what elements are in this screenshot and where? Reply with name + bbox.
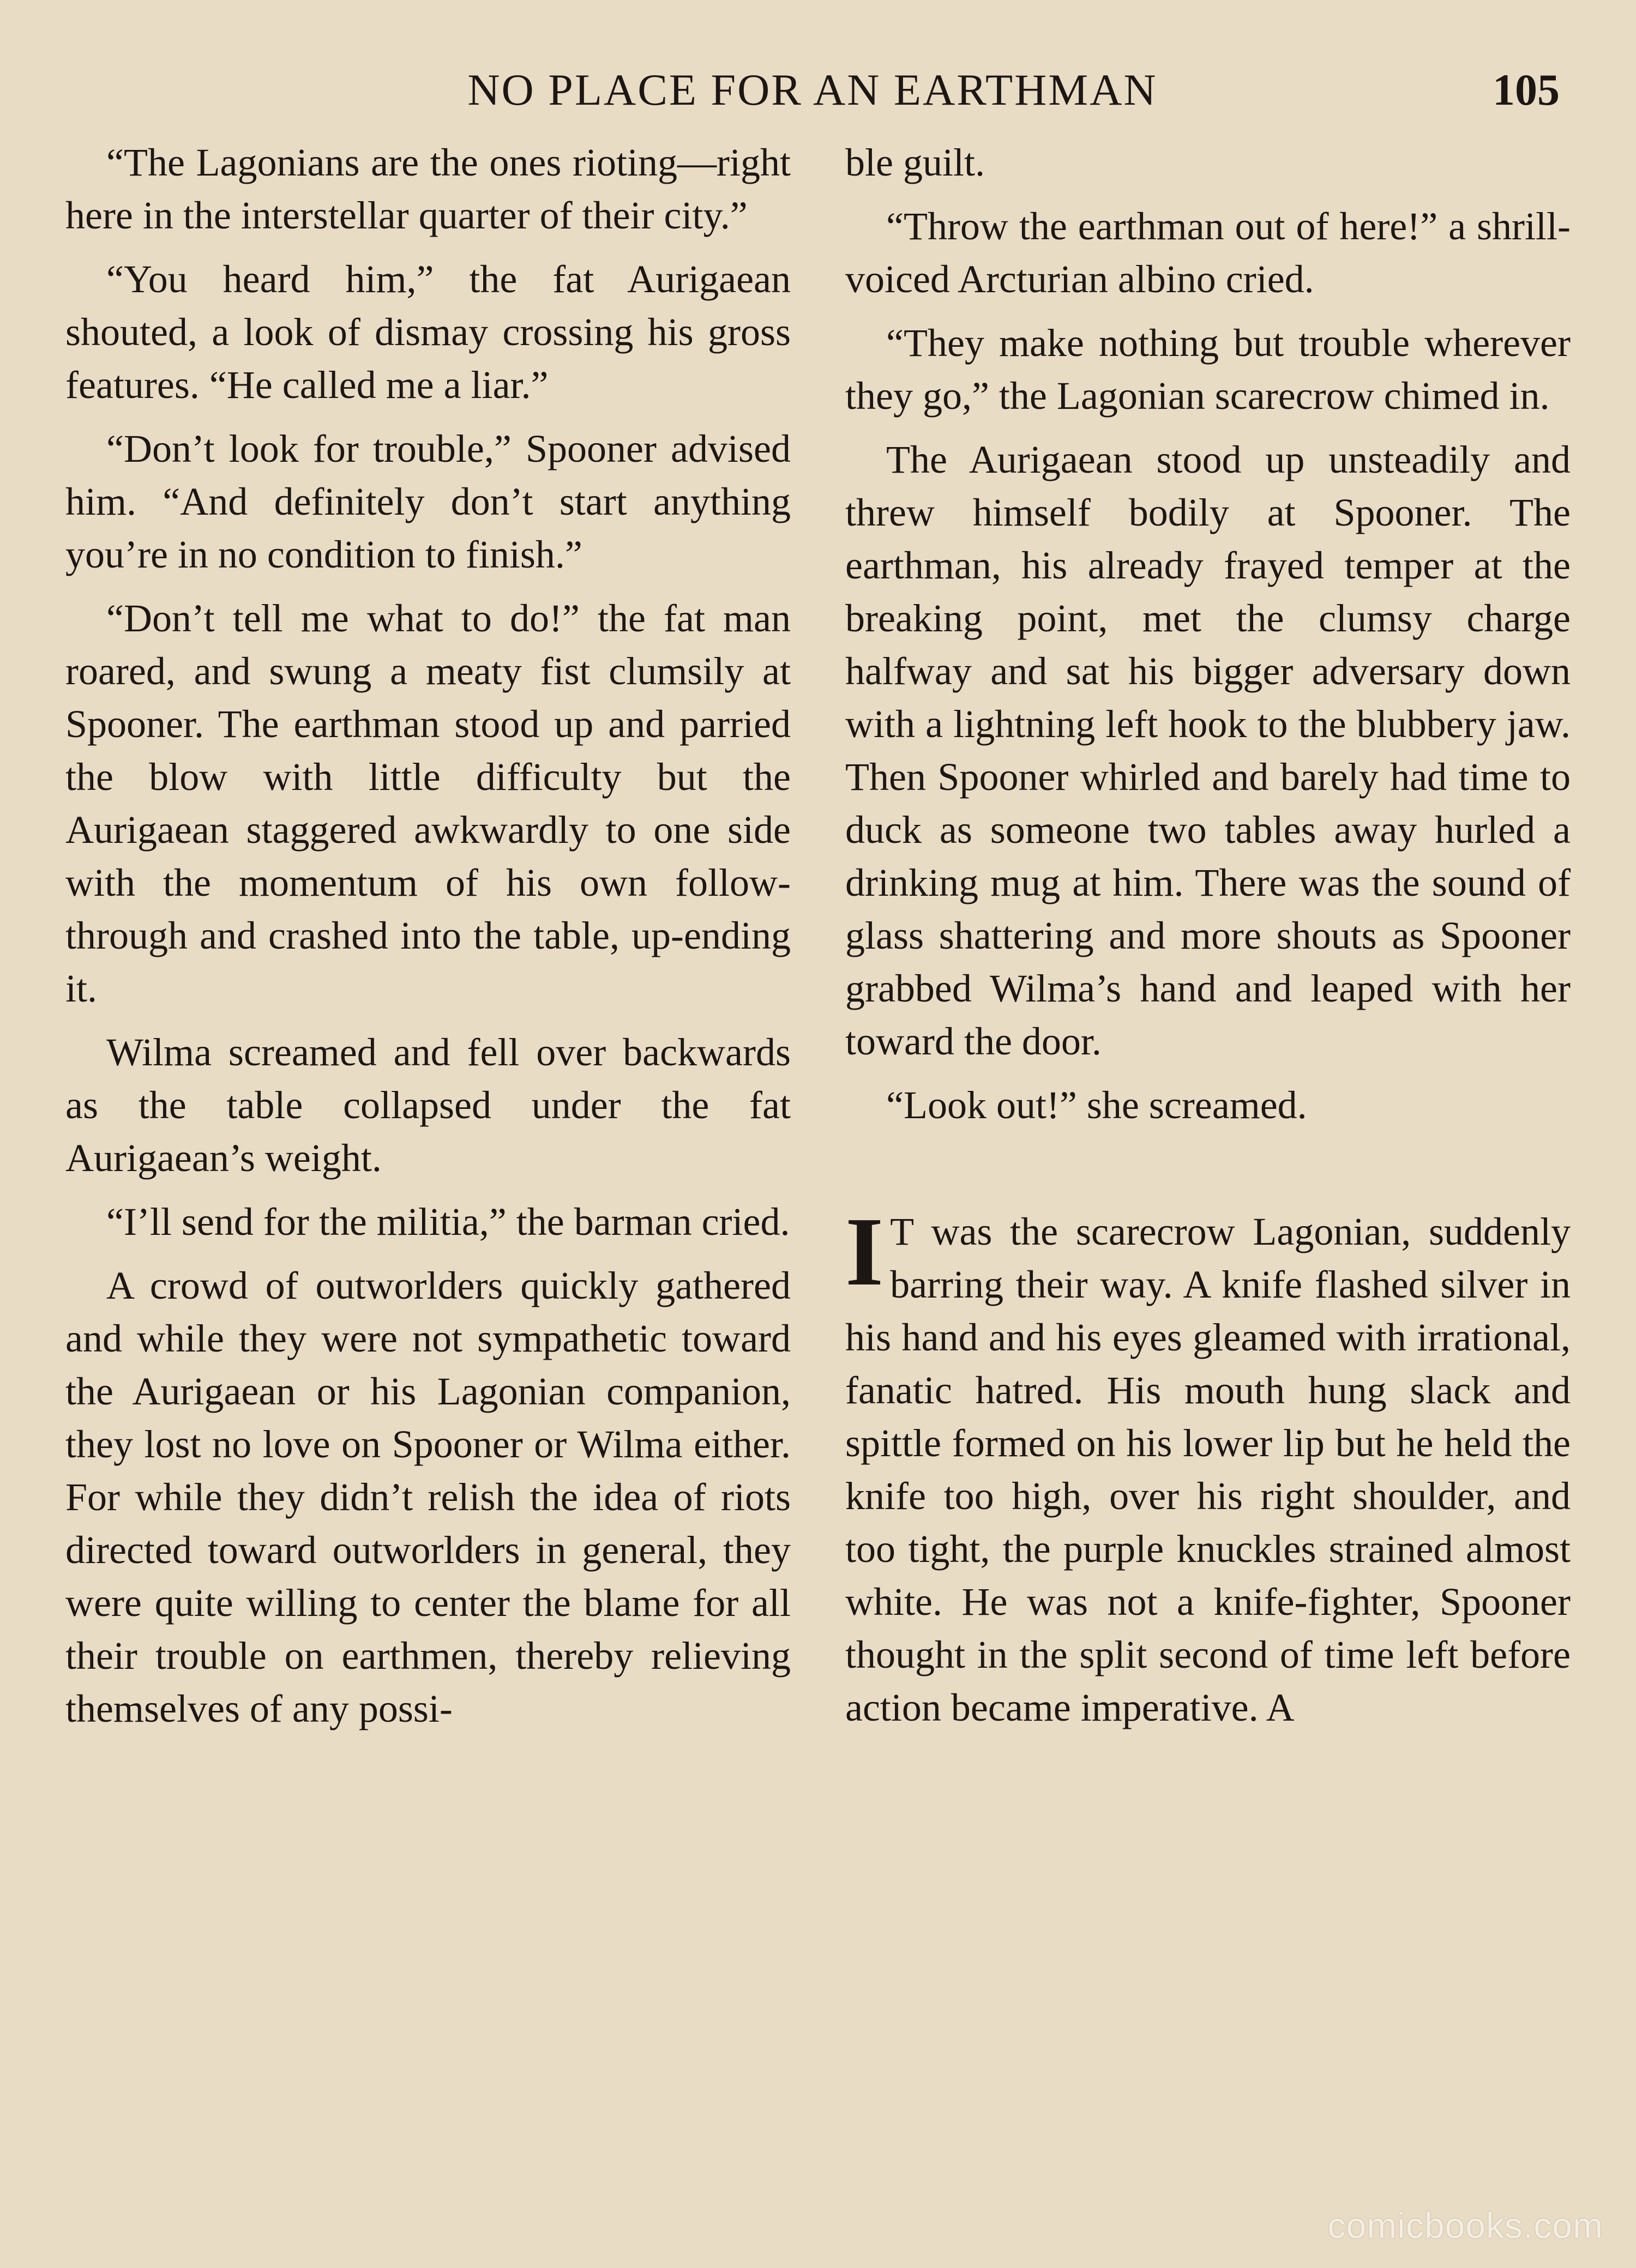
page-number: 105 (1493, 65, 1560, 114)
paragraph-right-1: ble guilt. (845, 141, 985, 184)
paragraph-right-5: “Look out!” she screamed. (886, 1083, 1307, 1127)
paragraph-left-4: “Don’t tell me what to do!” the fat man roared, and swung a meaty fist clumsily at Spooner. The earthman stood up and parried the blow with little difficulty but the Aurigaean staggered awkwardly to one side with the momentum of his own follow-through and crashed into the table, up-ending it. (65, 596, 791, 1010)
right-column (845, 136, 1571, 2186)
paragraph-left-2: “You heard him,” the fat Aurigaean shouted, a look of dismay crossing his gross features. “He called me a liar.” (65, 257, 791, 407)
paragraph-left-5: Wilma screamed and fell over backwards as the table collapsed under the fat Aurigaean’s weight. (65, 1030, 791, 1180)
paragraph-right-2: “Throw the earthman out of here!” a shrill-voiced Arcturian albino cried. (845, 204, 1571, 301)
paragraph-left-3: “Don’t look for trouble,” Spooner advised him. “And definitely don’t start anything you’re in no condition to finish.” (65, 427, 791, 576)
paragraph-right-6-text: T was the scarecrow Lagonian, suddenly barring their way. A knife flashed silver in his hand and his eyes gleamed with irrational, fanatic hatred. His mouth hung slack and spittle formed on his lower lip but he held the knife too high, over his right shoulder, and too tight, the purple knuckles strained almost white. He was not a knife-fighter, Spooner thought in the split second of time left before action became imperative. A (845, 1210, 1571, 1729)
paragraph-left-6: “I’ll send for the militia,” the barman cried. (106, 1200, 790, 1244)
page-title: NO PLACE FOR AN EARTHMAN (467, 65, 1158, 114)
running-head (65, 60, 1560, 120)
watermark: comicbooks.com (1327, 2205, 1603, 2246)
left-column (65, 136, 791, 2186)
paragraph-right-4: The Aurigaean stood up unsteadily and threw himself bodily at Spooner. The earthman, his already frayed temper at the breaking point, met the clumsy charge halfway and sat his bigger adversary down with a lightning left hook to the blubbery jaw. Then Spooner whirled and barely had time to duck as someone two tables away hurled a drinking mug at him. There was the sound of glass shattering and more shouts as Spooner grabbed Wilma’s hand and leaped with her toward the door. (845, 438, 1571, 1063)
paragraph-left-7: A crowd of outworlders quickly gathered and while they were not sympathetic toward the Aurigaean or his Lagonian companion, they lost no love on Spooner or Wilma either. For while they didn’t relish the idea of riots directed toward outworlders in general, they were quite willing to center the blame for all their trouble on earthmen, thereby relieving themselves of any possi- (65, 1264, 791, 1730)
drop-cap: I (845, 1197, 884, 1306)
paragraph-left-1: “The Lagonians are the ones rioting—right here in the interstellar quarter of their city.” (65, 141, 791, 237)
paragraph-right-6 (845, 1197, 1571, 1734)
paragraph-right-3: “They make nothing but trouble wherever they go,” the Lagonian scarecrow chimed in. (845, 321, 1571, 418)
